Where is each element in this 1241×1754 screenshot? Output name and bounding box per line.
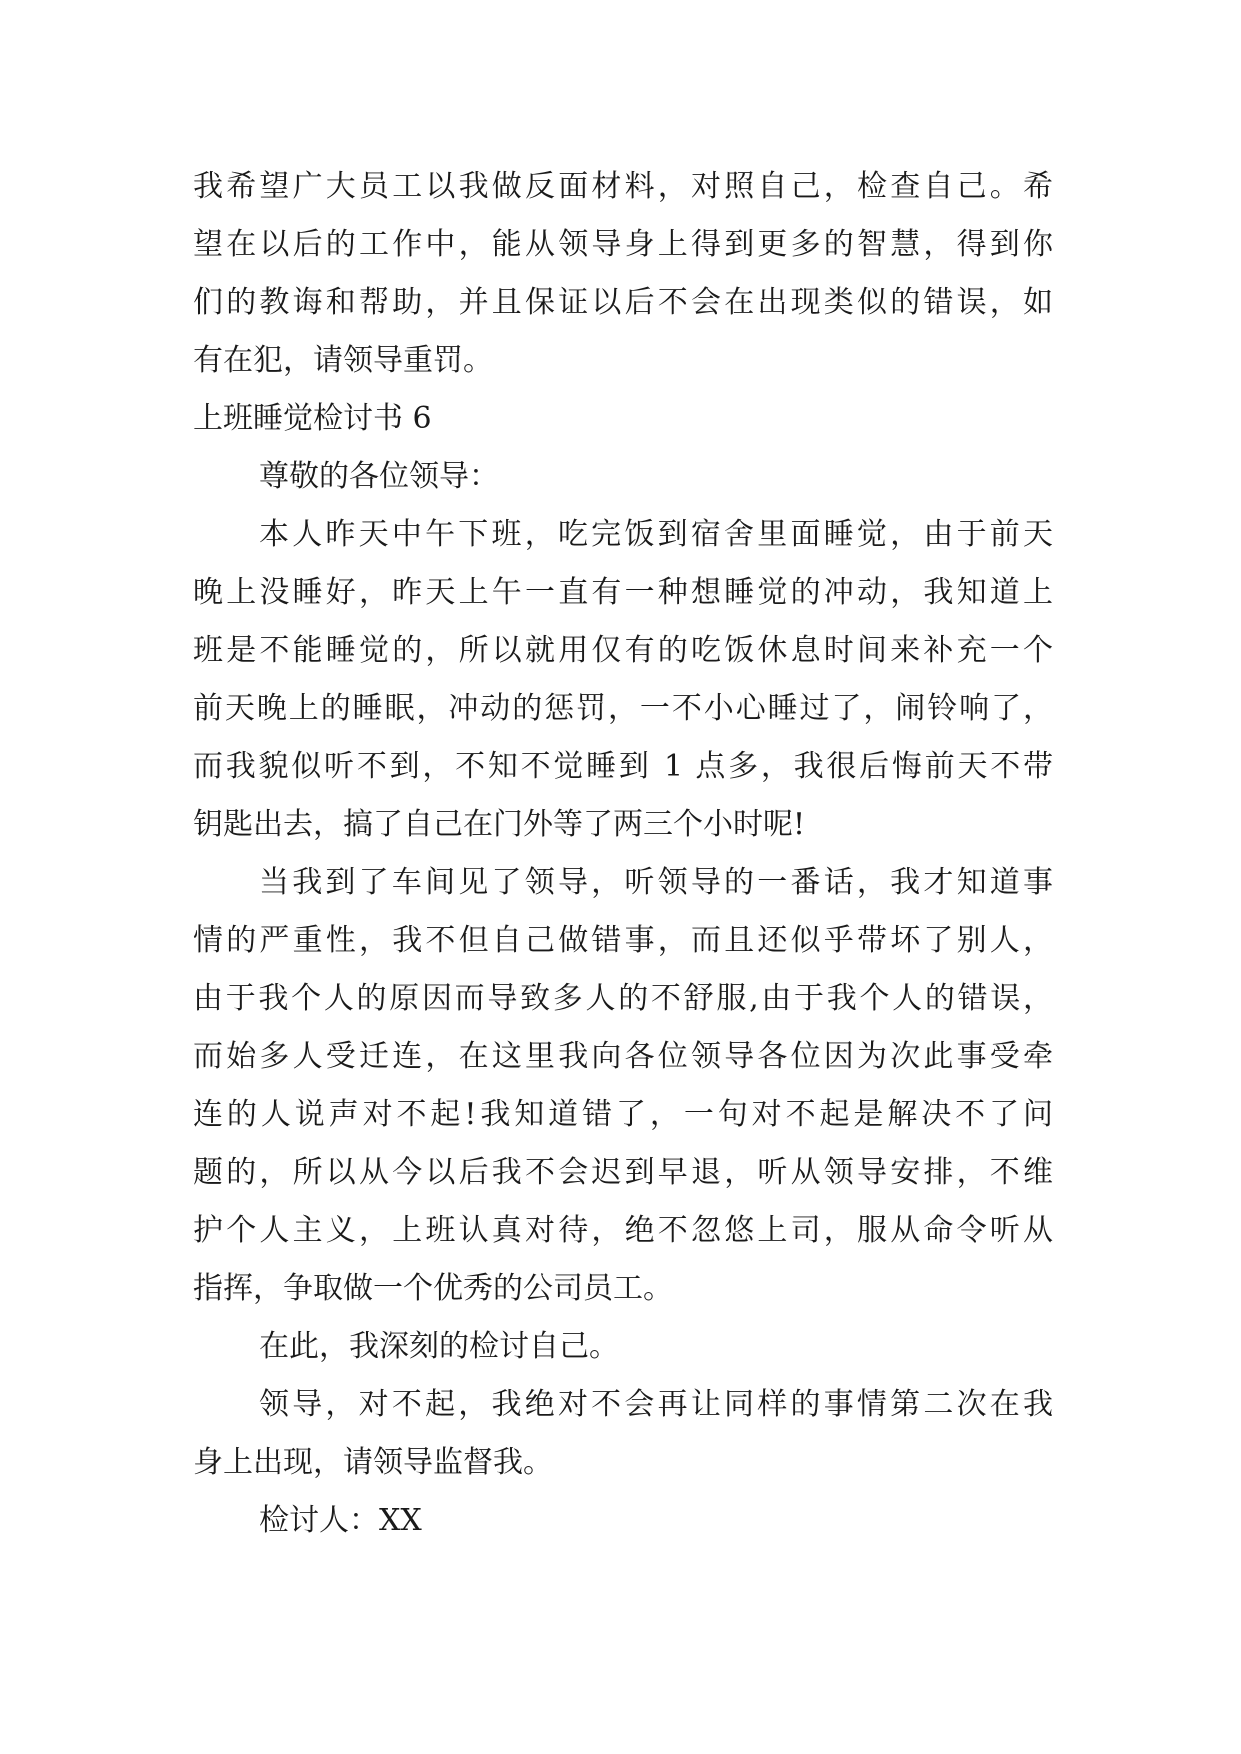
intro-line-4: 有在犯，请领导重罚。 bbox=[193, 343, 493, 378]
salutation: 尊敬的各位领导： bbox=[259, 459, 499, 494]
paragraph-1-line-1: 本人昨天中午下班，吃完饭到宿舍里面睡觉，由于前天 bbox=[259, 517, 1053, 552]
intro-line-1: 我希望广大员工以我做反面材料，对照自己，检查自己。希 bbox=[193, 169, 1053, 204]
paragraph-2-line-2: 情的严重性，我不但自己做错事，而且还似乎带坏了别人， bbox=[193, 923, 1053, 958]
paragraph-1-line-6: 钥匙出去，搞了自己在门外等了两三个小时呢! bbox=[193, 807, 806, 842]
paragraph-2-line-7: 护个人主义，上班认真对待，绝不忽悠上司，服从命令听从 bbox=[193, 1213, 1053, 1248]
paragraph-2-line-1: 当我到了车间见了领导，听领导的一番话，我才知道事 bbox=[259, 865, 1053, 900]
paragraph-3: 在此，我深刻的检讨自己。 bbox=[259, 1329, 619, 1364]
intro-line-2: 望在以后的工作中，能从领导身上得到更多的智慧，得到你 bbox=[193, 227, 1053, 262]
paragraph-1-line-5: 而我貌似听不到，不知不觉睡到 1 点多，我很后悔前天不带 bbox=[193, 749, 1053, 784]
signature: 检讨人：XX bbox=[259, 1503, 422, 1538]
paragraph-4-line-1: 领导，对不起，我绝对不会再让同样的事情第二次在我 bbox=[259, 1387, 1053, 1422]
document-body bbox=[193, 158, 1053, 1550]
paragraph-2-line-3: 由于我个人的原因而导致多人的不舒服,由于我个人的错误， bbox=[193, 981, 1053, 1016]
paragraph-1-line-2: 晚上没睡好，昨天上午一直有一种想睡觉的冲动，我知道上 bbox=[193, 575, 1053, 610]
paragraph-1-line-4: 前天晚上的睡眠，冲动的惩罚，一不小心睡过了，闹铃响了， bbox=[193, 691, 1053, 726]
section-title: 上班睡觉检讨书 6 bbox=[193, 401, 432, 436]
paragraph-2-line-4: 而始多人受迁连，在这里我向各位领导各位因为次此事受牵 bbox=[193, 1039, 1053, 1074]
paragraph-2-line-8: 指挥，争取做一个优秀的公司员工。 bbox=[193, 1271, 673, 1306]
paragraph-2-line-5: 连的人说声对不起!我知道错了，一句对不起是解决不了问 bbox=[193, 1097, 1053, 1132]
paragraph-4-line-2: 身上出现，请领导监督我。 bbox=[193, 1445, 553, 1480]
paragraph-2-line-6: 题的，所以从今以后我不会迟到早退，听从领导安排，不维 bbox=[193, 1155, 1053, 1190]
intro-line-3: 们的教诲和帮助，并且保证以后不会在出现类似的错误，如 bbox=[193, 285, 1053, 320]
paragraph-1-line-3: 班是不能睡觉的，所以就用仅有的吃饭休息时间来补充一个 bbox=[193, 633, 1053, 668]
